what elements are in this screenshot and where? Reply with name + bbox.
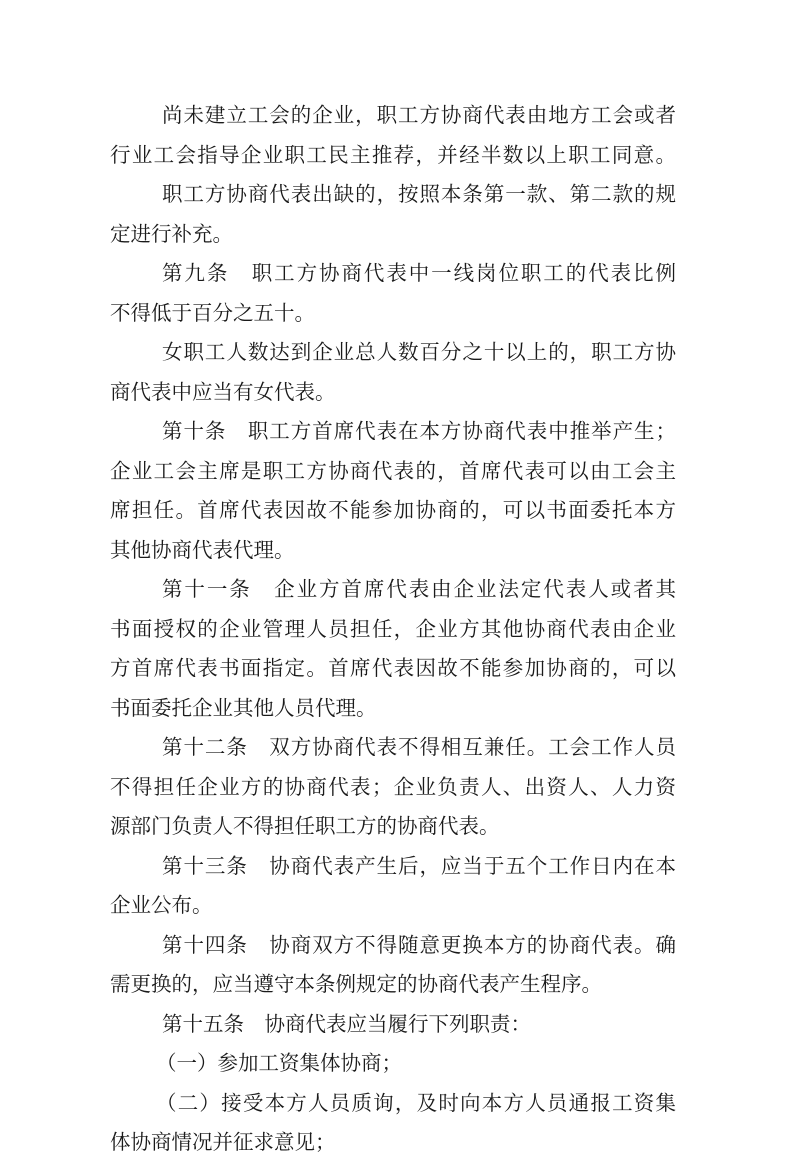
text-line: 企业公布。 [110, 893, 213, 917]
article-heading-line: 第十五条 协商代表应当履行下列职责： [162, 1011, 531, 1036]
article-heading-line: 第十条 职工方首席代表在本方协商代表中推举产生； [162, 419, 676, 443]
text-line: 书面授权的企业管理人员担任，企业方其他协商代表由企业 [110, 616, 676, 641]
document-body [110, 96, 676, 1163]
article-heading-line: 第十四条 协商双方不得随意更换本方的协商代表。确 [162, 932, 676, 957]
article-heading-line: 第十二条 双方协商代表不得相互兼任。工会工作人员 [162, 735, 676, 759]
article-heading-line: 第十一条 企业方首席代表由企业法定代表人或者其 [162, 577, 676, 601]
text-line: 方首席代表书面指定。首席代表因故不能参加协商的，可以 [110, 656, 676, 680]
text-line: 定进行补充。 [110, 221, 233, 246]
text-line: 尚未建立工会的企业，职工方协商代表由地方工会或者 [162, 103, 676, 127]
text-line: 需更换的，应当遵守本条例规定的协商代表产生程序。 [110, 972, 602, 996]
text-line: 女职工人数达到企业总人数百分之十以上的，职工方协 [162, 340, 676, 364]
text-line: 职工方协商代表出缺的，按照本条第一款、第二款的规 [162, 182, 676, 206]
text-line: 其他协商代表代理。 [110, 537, 295, 562]
text-line: 商代表中应当有女代表。 [110, 379, 336, 404]
text-line: 体协商情况并征求意见； [110, 1130, 336, 1154]
text-line: 席担任。首席代表因故不能参加协商的，可以书面委托本方 [110, 498, 676, 522]
article-heading-line: 第十三条 协商代表产生后，应当于五个工作日内在本 [162, 853, 676, 878]
text-line: 企业工会主席是职工方协商代表的，首席代表可以由工会主 [110, 458, 676, 483]
list-item: （二）接受本方人员质询，及时向本方人员通报工资集 [156, 1090, 676, 1115]
article-heading-line: 第九条 职工方协商代表中一线岗位职工的代表比例 [162, 261, 676, 285]
text-line: 书面委托企业其他人员代理。 [110, 695, 377, 720]
text-line: 不得担任企业方的协商代表；企业负责人、出资人、人力资 [110, 774, 676, 799]
list-item: （一）参加工资集体协商； [156, 1051, 402, 1075]
text-line: 不得低于百分之五十。 [110, 300, 315, 325]
text-line: 行业工会指导企业职工民主推荐，并经半数以上职工同意。 [110, 142, 676, 167]
text-line: 源部门负责人不得担任职工方的协商代表。 [110, 814, 500, 838]
